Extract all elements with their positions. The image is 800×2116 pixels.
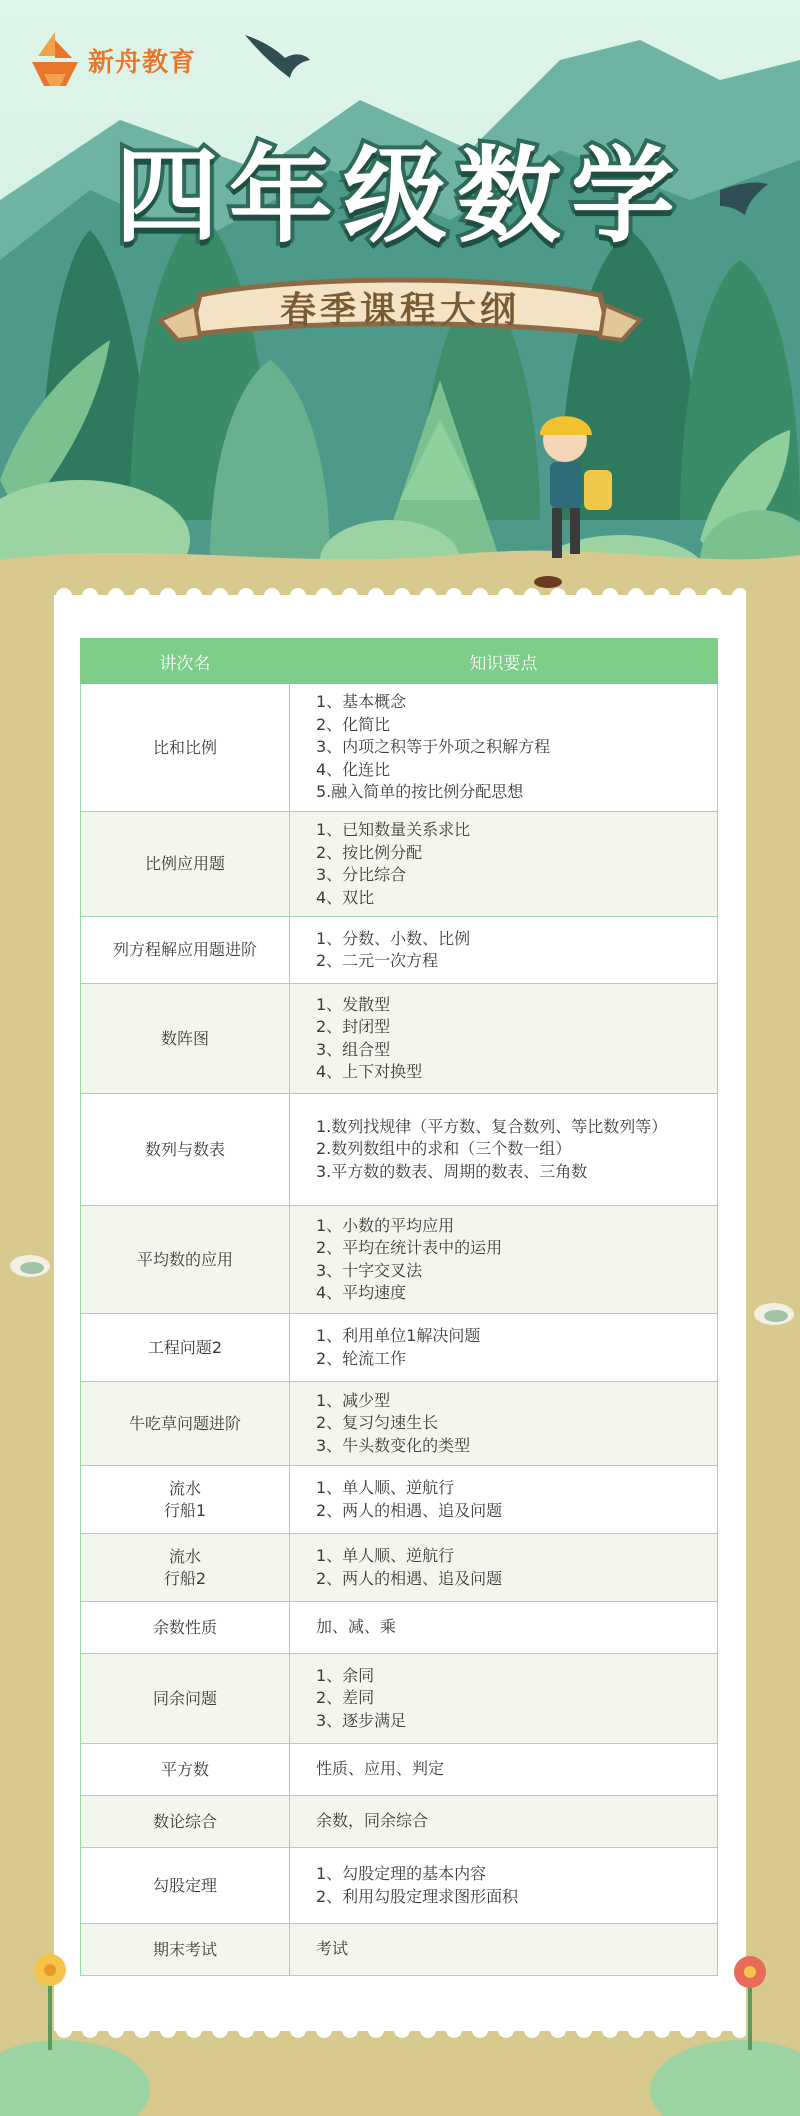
knowledge-points-cell bbox=[290, 1466, 718, 1534]
knowledge-point: 考试 bbox=[316, 1939, 349, 1959]
header-banner bbox=[0, 0, 800, 600]
table-row bbox=[81, 1848, 718, 1924]
lecture-name: 列方程解应用题进阶 bbox=[112, 940, 257, 959]
course-outline-table bbox=[80, 638, 718, 1976]
lecture-name: 牛吃草问题进阶 bbox=[128, 1413, 241, 1433]
page-title: 四年级数学 bbox=[114, 135, 685, 257]
table-row bbox=[81, 984, 718, 1094]
knowledge-point: 3、逐步满足 bbox=[316, 1710, 407, 1730]
lecture-name: 勾股定理 bbox=[152, 1875, 217, 1895]
knowledge-point: 2、两人的相遇、追及问题 bbox=[316, 1500, 503, 1520]
knowledge-point: 1、小数的平均应用 bbox=[316, 1215, 455, 1235]
knowledge-point: 3、牛头数变化的类型 bbox=[316, 1435, 471, 1455]
lecture-name: 行船2 bbox=[163, 1568, 207, 1588]
table-row bbox=[81, 1094, 718, 1206]
lecture-name-cell bbox=[81, 1744, 290, 1796]
knowledge-point: 性质、应用、判定 bbox=[316, 1759, 445, 1779]
knowledge-point: 2.数列数组中的求和（三个数一组） bbox=[316, 1139, 572, 1159]
subtitle: 春季课程大纲 bbox=[279, 290, 520, 331]
knowledge-point: 4、上下对换型 bbox=[316, 1062, 423, 1081]
knowledge-points-cell bbox=[290, 1094, 718, 1206]
knowledge-points-cell bbox=[290, 1602, 718, 1654]
lecture-name: 数列与数表 bbox=[144, 1139, 225, 1159]
table-row bbox=[81, 812, 718, 917]
knowledge-points-cell bbox=[290, 1848, 718, 1924]
knowledge-points-cell bbox=[290, 684, 718, 812]
table-row bbox=[81, 1314, 718, 1382]
lecture-name: 平均数的应用 bbox=[136, 1249, 233, 1269]
knowledge-point: 1、勾股定理的基本内容 bbox=[316, 1864, 487, 1883]
knowledge-points-cell bbox=[290, 1382, 718, 1466]
knowledge-point: 1、单人顺、逆航行 bbox=[316, 1478, 455, 1497]
table-row bbox=[81, 684, 718, 812]
knowledge-point: 2、轮流工作 bbox=[316, 1348, 407, 1368]
lecture-name: 行船1 bbox=[163, 1500, 207, 1520]
knowledge-points-cell bbox=[290, 917, 718, 984]
lecture-name: 比例应用题 bbox=[144, 854, 225, 873]
table-header-row bbox=[81, 639, 718, 684]
knowledge-point: 4、化连比 bbox=[316, 759, 391, 779]
knowledge-points-cell bbox=[290, 1744, 718, 1796]
knowledge-point: 5.融入简单的按比例分配思想 bbox=[316, 782, 524, 802]
knowledge-point: 2、利用勾股定理求图形面积 bbox=[316, 1886, 519, 1906]
knowledge-point: 2、两人的相遇、追及问题 bbox=[316, 1568, 503, 1588]
knowledge-points-cell bbox=[290, 1796, 718, 1848]
lecture-name-cell bbox=[81, 1466, 290, 1534]
lecture-name-cell bbox=[81, 684, 290, 812]
knowledge-points-cell bbox=[290, 984, 718, 1094]
table-row bbox=[81, 1206, 718, 1314]
red-flower-icon bbox=[734, 1956, 766, 2050]
knowledge-point: 1.数列找规律（平方数、复合数列、等比数列等） bbox=[316, 1116, 668, 1136]
knowledge-point: 3、分比综合 bbox=[316, 865, 407, 884]
knowledge-points-cell bbox=[290, 1206, 718, 1314]
header-knowledge-points: 知识要点 bbox=[290, 639, 718, 684]
lecture-name-cell bbox=[81, 1206, 290, 1314]
table-body bbox=[81, 684, 718, 1976]
table-row bbox=[81, 1602, 718, 1654]
lecture-name-cell bbox=[81, 812, 290, 917]
knowledge-point: 4、双比 bbox=[316, 887, 375, 907]
knowledge-points-cell bbox=[290, 1314, 718, 1382]
brand-name: 新舟教育 bbox=[88, 47, 197, 78]
lecture-name: 平方数 bbox=[160, 1759, 209, 1779]
lecture-name-cell bbox=[81, 1314, 290, 1382]
knowledge-point: 2、化简比 bbox=[316, 714, 391, 734]
knowledge-point: 3、内项之积等于外项之积解方程 bbox=[316, 737, 551, 757]
footer-decoration bbox=[0, 1940, 800, 2116]
knowledge-point: 1、利用单位1解决问题 bbox=[316, 1326, 481, 1345]
lecture-name-cell bbox=[81, 1848, 290, 1924]
lecture-name-cell bbox=[81, 1094, 290, 1206]
knowledge-points-cell bbox=[290, 1654, 718, 1744]
knowledge-point: 2、封闭型 bbox=[316, 1017, 391, 1036]
knowledge-point: 3、组合型 bbox=[316, 1039, 391, 1059]
lecture-name: 比和比例 bbox=[152, 737, 217, 757]
brand-logo[interactable] bbox=[30, 30, 196, 90]
knowledge-point: 2、差同 bbox=[316, 1688, 375, 1708]
table-row bbox=[81, 1744, 718, 1796]
lecture-name: 流水 bbox=[168, 1478, 201, 1498]
knowledge-point: 1、基本概念 bbox=[316, 692, 407, 712]
lecture-name: 余数性质 bbox=[152, 1617, 217, 1637]
knowledge-points-cell bbox=[290, 812, 718, 917]
lecture-name-cell bbox=[81, 1796, 290, 1848]
lecture-name: 数论综合 bbox=[152, 1811, 217, 1831]
knowledge-point: 1、发散型 bbox=[316, 994, 391, 1014]
knowledge-point: 1、单人顺、逆航行 bbox=[316, 1546, 455, 1565]
knowledge-point: 2、二元一次方程 bbox=[316, 951, 439, 970]
knowledge-point: 2、按比例分配 bbox=[316, 842, 423, 862]
table-row bbox=[81, 1654, 718, 1744]
knowledge-point: 2、复习匀速生长 bbox=[316, 1413, 439, 1433]
yellow-flower-icon bbox=[34, 1954, 66, 2050]
lecture-name-cell bbox=[81, 984, 290, 1094]
stone-deco-icon bbox=[8, 1250, 52, 1278]
lecture-name-cell bbox=[81, 1534, 290, 1602]
table-row bbox=[81, 1796, 718, 1848]
knowledge-points-cell bbox=[290, 1534, 718, 1602]
table-row bbox=[81, 1534, 718, 1602]
knowledge-point: 余数，同余综合 bbox=[316, 1811, 429, 1831]
table-row bbox=[81, 1382, 718, 1466]
lecture-name: 期末考试 bbox=[152, 1939, 217, 1959]
lecture-name-cell bbox=[81, 917, 290, 984]
knowledge-point: 3.平方数的数表、周期的数表、三角数 bbox=[316, 1161, 588, 1181]
header-lecture-name: 讲次名 bbox=[81, 639, 290, 684]
stone-deco-icon bbox=[752, 1298, 796, 1326]
lecture-name-cell bbox=[81, 1654, 290, 1744]
knowledge-point: 4、平均速度 bbox=[316, 1283, 407, 1302]
knowledge-point: 加、减、乘 bbox=[316, 1617, 397, 1637]
table-row bbox=[81, 917, 718, 984]
table-row bbox=[81, 1466, 718, 1534]
knowledge-point: 1、已知数量关系求比 bbox=[316, 820, 471, 839]
lecture-name: 流水 bbox=[168, 1546, 201, 1566]
lecture-name-cell bbox=[81, 1382, 290, 1466]
knowledge-point: 1、余同 bbox=[316, 1665, 375, 1685]
knowledge-point: 1、分数、小数、比例 bbox=[316, 928, 471, 948]
boat-logo-icon bbox=[30, 30, 80, 90]
knowledge-point: 3、十字交叉法 bbox=[316, 1260, 423, 1280]
lecture-name-cell bbox=[81, 1602, 290, 1654]
lecture-name: 数阵图 bbox=[160, 1028, 209, 1048]
lecture-name: 工程问题2 bbox=[147, 1337, 223, 1357]
knowledge-point: 2、平均在统计表中的运用 bbox=[316, 1238, 503, 1257]
lecture-name: 同余问题 bbox=[152, 1688, 217, 1708]
knowledge-point: 1、减少型 bbox=[316, 1390, 391, 1410]
